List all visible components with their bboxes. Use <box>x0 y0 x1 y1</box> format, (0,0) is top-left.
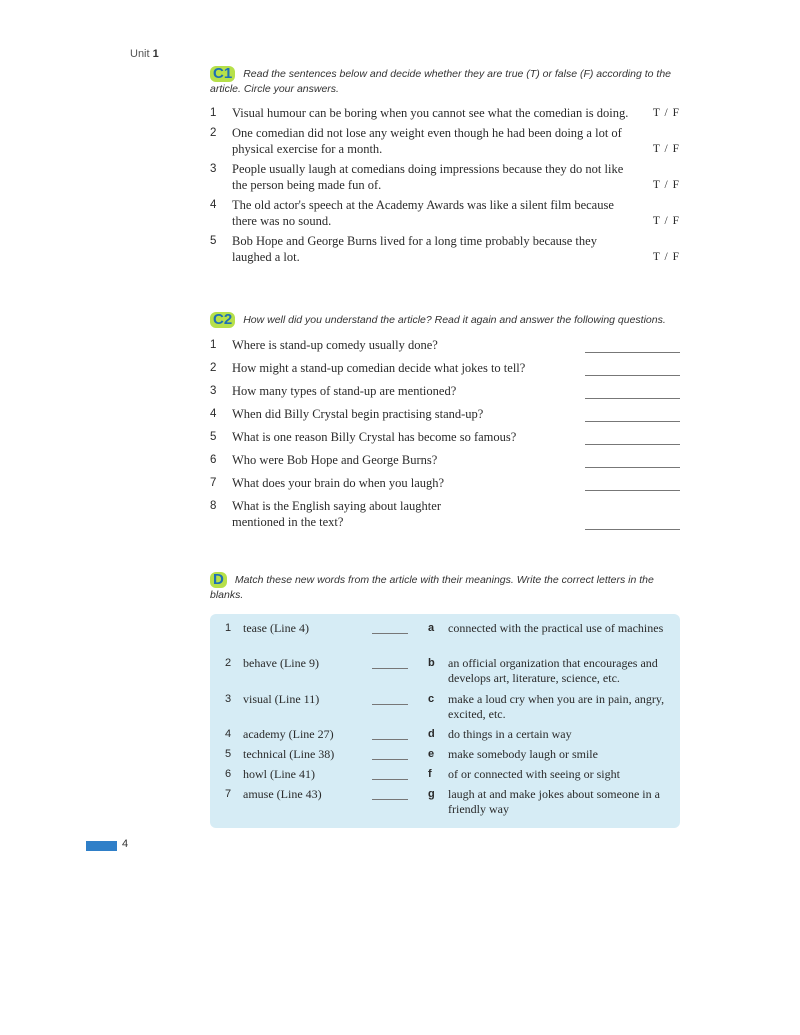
c2-question: 5 What is one reason Billy Crystal has become so famous? <box>210 429 680 445</box>
c2-question: 4 When did Billy Crystal begin practising stand-up? <box>210 406 680 422</box>
letter-blank[interactable] <box>372 704 408 705</box>
c1-question: 5 Bob Hope and George Burns lived for a long time probably because they laughed a lot. T / F <box>210 234 680 264</box>
meaning: connected with the practical use of machines <box>448 621 664 635</box>
word: behave (Line 9) <box>243 656 319 670</box>
answer-blank[interactable] <box>585 352 680 353</box>
c2-question: 2 How might a stand-up comedian decide what jokes to tell? <box>210 360 680 376</box>
c1-question-list <box>210 105 680 265</box>
page-number: 4 <box>122 838 129 850</box>
c2-badge: C2 <box>210 312 235 328</box>
letter-blank[interactable] <box>372 668 408 669</box>
d-badge: D <box>210 572 227 588</box>
c1-question: 2 One comedian did not lose any weight even though he had been doing a lot of physical exercise for a month. T / F <box>210 126 680 156</box>
c2-instruction: C2 How well did you understand the article? Read it again and answer the following questions. <box>210 312 680 328</box>
c1-question: 3 People usually laugh at comedians doing impressions because they do not like the person being made fun of. T / F <box>210 162 680 192</box>
word: amuse (Line 43) <box>243 787 322 801</box>
c1-question: 4 The old actor's speech at the Academy Awards was like a silent film because there was no sound. T / F <box>210 198 680 228</box>
meaning: do things in a certain way <box>448 727 572 741</box>
c2-question: 8 What is the English saying about laughter mentioned in the text? <box>210 498 680 530</box>
c2-question: 3 How many types of stand-up are mentioned? <box>210 383 680 399</box>
word: tease (Line 4) <box>243 621 309 635</box>
unit-label: Unit 1 <box>130 48 159 60</box>
answer-blank[interactable] <box>585 398 680 399</box>
answer-blank[interactable] <box>585 490 680 491</box>
word: academy (Line 27) <box>243 727 334 741</box>
answer-blank[interactable] <box>585 467 680 468</box>
section-d <box>210 572 680 603</box>
d-instruction: D Match these new words from the article with their meanings. Write the correct letters in the blanks. <box>210 571 654 601</box>
meaning: make a loud cry when you are in pain, angry, excited, etc. <box>448 692 665 721</box>
answer-blank[interactable] <box>585 529 680 530</box>
letter-blank[interactable] <box>372 633 408 634</box>
c1-badge: C1 <box>210 66 235 82</box>
word: howl (Line 41) <box>243 767 315 781</box>
true-false-choice[interactable]: T / F <box>652 215 680 227</box>
word: technical (Line 38) <box>243 747 335 761</box>
meaning: laugh at and make jokes about someone in a friendly way <box>448 787 660 816</box>
word: visual (Line 11) <box>243 692 320 706</box>
page-number-bar <box>86 841 117 851</box>
c2-question: 6 Who were Bob Hope and George Burns? <box>210 452 680 468</box>
true-false-choice[interactable]: T / F <box>652 107 680 119</box>
matching-box: 1 tease (Line 4) a connected with the practical use of machines 2 behave (Line 9) b an official organization that encourages and develops art, literature, science, etc. 3 visual (Line 11) c make a loud cry when you are in pain, angry, excited, etc. 4 academy (Line 27) d do things in a certain way 5 technical (Line 38) e make somebody laugh or smile 6 howl (Line 41) f of or connected with seeing or sight 7 amuse (Line 43) g laugh at and make jokes about someone in a friendly way <box>210 614 680 828</box>
letter-blank[interactable] <box>372 759 408 760</box>
true-false-choice[interactable]: T / F <box>652 143 680 155</box>
section-c1 <box>210 66 680 269</box>
meaning: an official organization that encourages and develops art, literature, science, etc. <box>448 656 658 685</box>
answer-blank[interactable] <box>585 375 680 376</box>
c2-question: 7 What does your brain do when you laugh? <box>210 475 680 491</box>
letter-blank[interactable] <box>372 739 408 740</box>
letter-blank[interactable] <box>372 779 408 780</box>
c1-question: 1 Visual humour can be boring when you cannot see what the comedian is doing. T / F <box>210 106 680 120</box>
meaning: make somebody laugh or smile <box>448 747 598 761</box>
answer-blank[interactable] <box>585 444 680 445</box>
letter-blank[interactable] <box>372 799 408 800</box>
c2-question-list <box>210 337 680 530</box>
c1-instruction: C1 Read the sentences below and decide whether they are true (T) or false (F) according to the article. Circle your answers. <box>210 65 672 95</box>
answer-blank[interactable] <box>585 421 680 422</box>
true-false-choice[interactable]: T / F <box>652 179 680 191</box>
c2-question: 1 Where is stand-up comedy usually done? <box>210 337 680 353</box>
meaning: of or connected with seeing or sight <box>448 767 620 781</box>
true-false-choice[interactable]: T / F <box>652 251 680 263</box>
unit-number: 1 <box>152 48 159 60</box>
section-c2 <box>210 312 680 537</box>
